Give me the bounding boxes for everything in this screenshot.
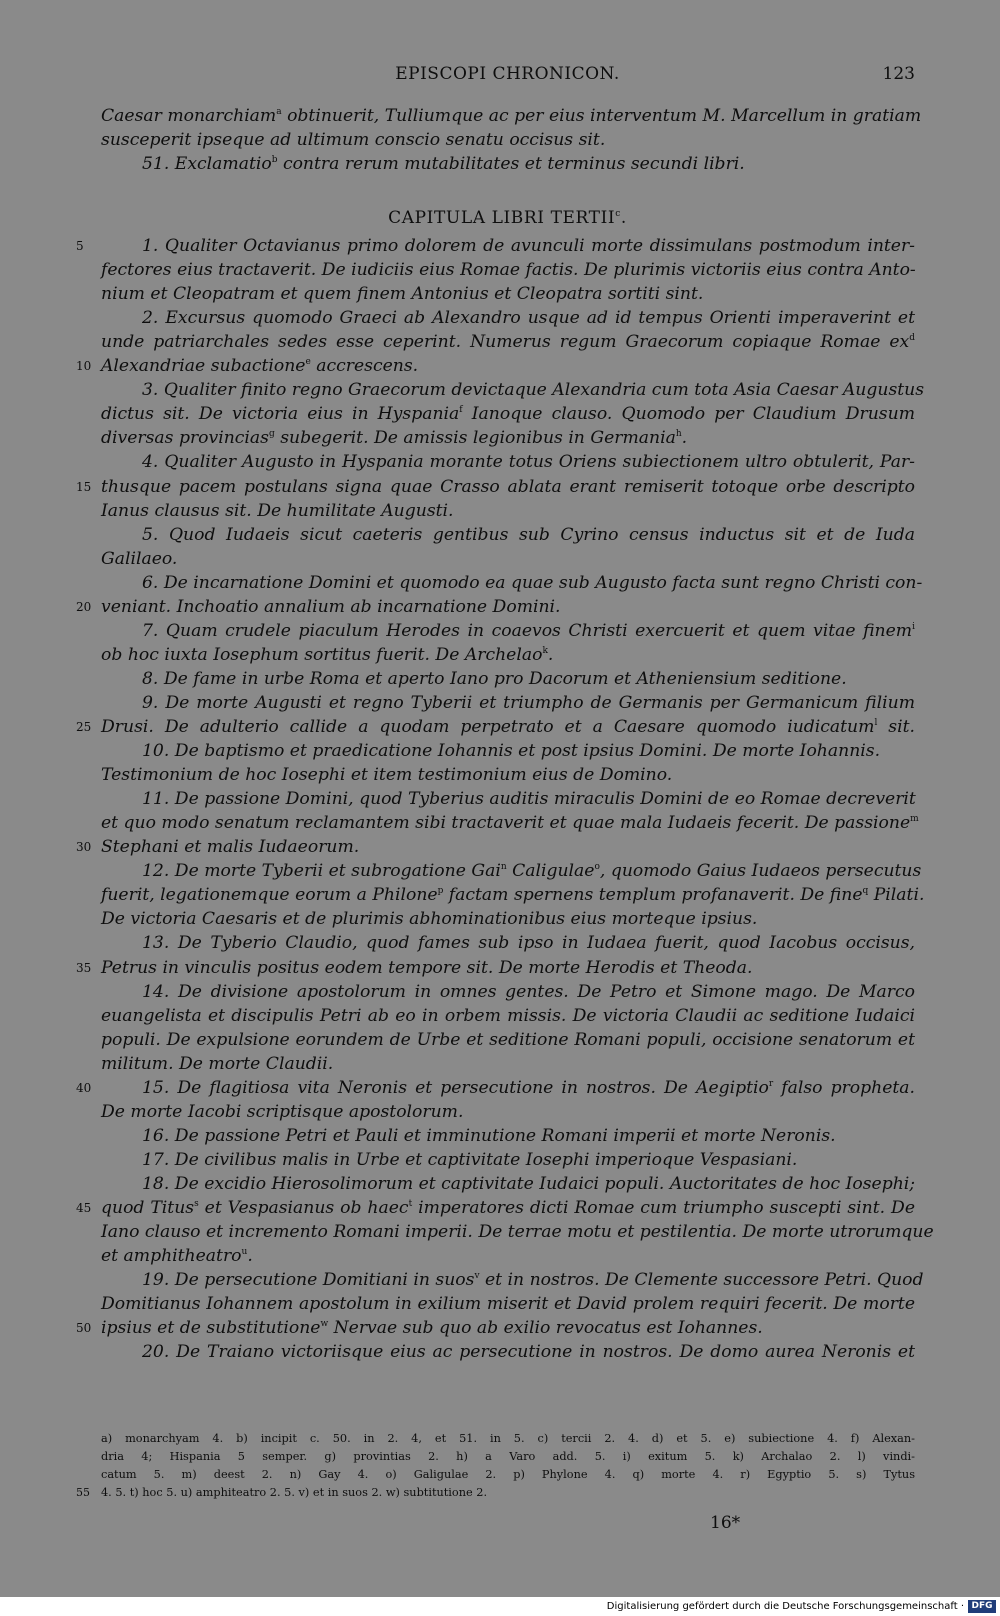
footnote-ref: q	[862, 886, 869, 897]
footnote-ref: e	[305, 357, 311, 368]
line-number: 50	[76, 1321, 92, 1336]
line-number: 15	[76, 479, 92, 494]
footnote-ref: r	[768, 1078, 774, 1089]
capitula-line: 13. De Tyberio Claudio, quod fames sub ipso in Iudaea fuerit, quod Iacobus occisus,	[142, 933, 915, 954]
footnote-ref: t	[408, 1199, 413, 1209]
capitula-line: 19. De persecutione Domitiani in suos$^v$ et in nostros. De Clemente successore Petri. Quod	[142, 1270, 924, 1291]
line-number: 40	[76, 1080, 92, 1095]
line-number: 10	[76, 359, 92, 374]
capitula-line: 7. Quam crudele piaculum Herodes in coaevos Christi exercuerit et quem vitae finem$^i$	[142, 620, 915, 641]
capitula-line: Drusi. De adulterio callide a quodam perpetrato et a Caesare quomodo iudicatum$^l$ sit.	[101, 717, 915, 737]
footnote-line: 4. 5. t) hoc 5. u) amphiteatro 2. 5. v) et in suos 2. w) subtitutione 2.	[101, 1486, 488, 1499]
footnote-ref: g	[268, 429, 275, 440]
footnote-ref: u	[241, 1247, 248, 1258]
capitula-line: 17. De civilibus malis in Urbe et captivitate Iosephi imperioque Vespasiani.	[142, 1149, 798, 1170]
footnote-line: catum 5. m) deest 2. n) Gay 4. o) Galigulae 2. p) Phylone 4. q) morte 4. r) Egyptio 5. s) Tytus	[101, 1468, 915, 1481]
footnote-ref: k	[542, 645, 548, 656]
capitula-line: Galilaeo.	[101, 548, 178, 569]
capitula-line: veniant. Inchoatio annalium ab incarnatione Domini.	[101, 596, 561, 617]
running-header	[100, 64, 915, 88]
capitula-line: unde patriarchales sedes esse ceperint. Numerus regum Graecorum copiaque Romae $ex^d$	[101, 332, 915, 353]
capitula-line: et quo modo senatum reclamantem sibi tractaverit et quae mala Iudaeis fecerit. De passione$^m$	[101, 813, 919, 834]
capitula-line: Testimonium de hoc Iosephi et item testimonium eius de Domino.	[101, 765, 673, 786]
capitula-line: 2. Excursus quomodo Graeci ab Alexandro usque ad id tempus Orienti imperaverint et	[142, 308, 915, 329]
capitula-line: 6. De incarnatione Domini et quomodo ea quae sub Augusto facta sunt regno Christi con-	[142, 572, 923, 593]
line-number: 5	[76, 239, 84, 253]
capitula-line: et amphitheatro$^u$.	[101, 1246, 253, 1267]
line-number: 35	[76, 960, 92, 975]
footer-bar	[0, 1597, 1000, 1616]
footnote-ref: f	[459, 405, 463, 416]
intro-line: Caesar monarchiam$^a$ obtinuerit, Tulliumque ac per eius interventum M. Marcellum in gratiam	[101, 106, 922, 126]
footnote-ref: s	[194, 1199, 199, 1209]
footnote-ref: l	[874, 718, 878, 728]
capitula-line: 3. Qualiter finito regno Graecorum devictaque Alexandria cum tota Asia Caesar Augustus	[142, 380, 925, 401]
capitula-line: De victoria Caesaris et de plurimis abhominationibus eius morteque ipsius.	[101, 909, 758, 930]
capitula-line: Domitianus Iohannem apostolum in exilium miserit et David prolem requiri fecerit. De morte	[101, 1294, 915, 1315]
capitula-line: quod Titus$^s$ et Vespasianus ob haec$^t$ imperatores dicti Romae cum triumpho suscepti sint. De	[101, 1198, 915, 1218]
footnote-ref: p	[437, 886, 444, 897]
capitula-line: 8. De fame in urbe Roma et aperto Iano pro Dacorum et Atheniensium seditione.	[142, 668, 847, 689]
footnote-ref: w	[320, 1319, 329, 1330]
capitula-line: thusque pacem postulans signa quae Crasso ablata erant remiserit totoque orbe descripto	[101, 476, 915, 497]
capitula-line: 9. De morte Augusti et regno Tyberii et triumpho de Germanis per Germanicum filium	[142, 692, 915, 713]
footer-credit: Digitalisierung gefördert durch die Deutsche Forschungsgemeinschaft ·	[606, 1601, 964, 1612]
footnote-line: dria 4; Hispania 5 semper. g) provintias 2. h) a Varo add. 5. i) exitum 5. k) Archalao 2. l) vindi-	[101, 1450, 915, 1463]
capitula-line: Alexandriae subactione$^e$ accrescens.	[101, 356, 419, 377]
capitula-line: Ianus clausus sit. De humilitate Augusti.	[101, 500, 454, 521]
footnote-ref: m	[910, 814, 919, 825]
footnote-ref: v	[474, 1271, 480, 1282]
capitula-line: De morte Iacobi scriptisque apostolorum.	[101, 1101, 464, 1122]
capitula-line: Stephani et malis Iudaeorum.	[101, 837, 360, 858]
footnote-ref: o	[594, 862, 600, 873]
footnote-line: a) monarchyam 4. b) incipit c. 50. in 2. 4, et 51. in 5. c) tercii 2. 4. d) et 5. e) subiectione 4. f) Alexan-	[101, 1432, 915, 1445]
capitula-line: ob hoc iuxta Iosephum sortitus fuerit. De Archelao$^k$.	[101, 644, 554, 665]
capitula-line: 12. De morte Tyberii et subrogatione Gai$^n$ Caligulae$^o$, quomodo Gaius Iudaeos persecutus	[142, 861, 922, 882]
capitula-line: dictus sit. De victoria eius in Hyspania$^f$ Ianoque clauso. Quomodo per Claudium Drusum	[101, 404, 915, 425]
header-title: EPISCOPI CHRONICON.	[395, 64, 620, 84]
capitula-line: fectores eius tractaverit. De iudiciis eius Romae factis. De plurimis victoriis eius contra Anto-	[101, 260, 916, 281]
line-number: 45	[76, 1201, 92, 1215]
intro-line: 51. Exclamatio$^b$ contra rerum mutabilitates et terminus secundi libri.	[142, 154, 745, 174]
capitula-line: 16. De passione Petri et Pauli et imminutione Romani imperii et morte Neronis.	[142, 1125, 836, 1146]
footnote-ref: n	[500, 862, 507, 873]
capitula-line: militum. De morte Claudii.	[101, 1053, 334, 1074]
line-number: 30	[76, 840, 92, 855]
capitula-line: populi. De expulsione eorundem de Urbe et seditione Romani populi, occisione senatorum et	[101, 1029, 915, 1050]
line-number: 25	[76, 720, 92, 734]
capitula-line: ipsius et de substitutione$^w$ Nervae sub quo ab exilio revocatus est Iohannes.	[101, 1318, 763, 1339]
capitula-line: Iano clauso et incremento Romani imperii. De terrae motu et pestilentia. De morte utrorumque	[101, 1222, 934, 1243]
capitula-line: fuerit, legationemque eorum a Philone$^p$ factam spernens templum profanaverit. De fine$^q$ Pilati.	[101, 885, 925, 906]
intro-line: susceperit ipseque ad ultimum conscio senatu occisus sit.	[101, 130, 606, 150]
capitula-heading: CAPITULA LIBRI TERTII$^c$.	[388, 208, 627, 228]
dfg-logo: DFG	[968, 1600, 996, 1613]
footnote-ref: i	[912, 621, 915, 632]
capitula-line: diversas provincias$^g$ subegerit. De amissis legionibus in Germania$^h$.	[101, 428, 688, 449]
capitula-line: euangelista et discipulis Petri ab eo in orbem missis. De victoria Claudii ac seditione Iudaici	[101, 1005, 915, 1026]
capitula-line: 14. De divisione apostolorum in omnes gentes. De Petro et Simone mago. De Marco	[142, 981, 915, 1002]
capitula-line: 4. Qualiter Augusto in Hyspania morante totus Oriens subiectionem ultro obtulerit, Par-	[142, 452, 915, 473]
signature-mark: 16*	[710, 1513, 741, 1533]
footnote-ref: h	[675, 429, 682, 440]
line-number: 20	[76, 599, 92, 614]
capitula-line: 20. De Traiano victoriisque eius ac persecutione in nostros. De domo aurea Neronis et	[142, 1342, 915, 1363]
capitula-line: nium et Cleopatram et quem finem Antonius et Cleopatra sortiti sint.	[101, 284, 704, 305]
footnote-ref: d	[909, 333, 915, 344]
capitula-line: 18. De excidio Hierosolimorum et captivitate Iudaici populi. Auctoritates de hoc Iosephi;	[142, 1173, 916, 1194]
footnote-line-number: 55	[76, 1486, 90, 1499]
capitula-line: 1. Qualiter Octavianus primo dolorem de avunculi morte dissimulans postmodum inter-	[142, 236, 915, 256]
capitula-line: 10. De baptismo et praedicatione Iohannis et post ipsius Domini. De morte Iohannis.	[142, 741, 881, 762]
capitula-line: 5. Quod Iudaeis sicut caeteris gentibus sub Cyrino census inductus sit et de Iuda	[142, 524, 915, 545]
capitula-line: Petrus in vinculis positus eodem tempore sit. De morte Herodis et Theoda.	[101, 957, 753, 978]
capitula-line: 11. De passione Domini, quod Tyberius auditis miraculis Domini de eo Romae decreverit	[142, 789, 916, 810]
page-number: 123	[882, 64, 915, 84]
capitula-line: 15. De flagitiosa vita Neronis et persecutione in nostros. De Aegiptio$^r$ falso propheta.	[142, 1077, 915, 1098]
